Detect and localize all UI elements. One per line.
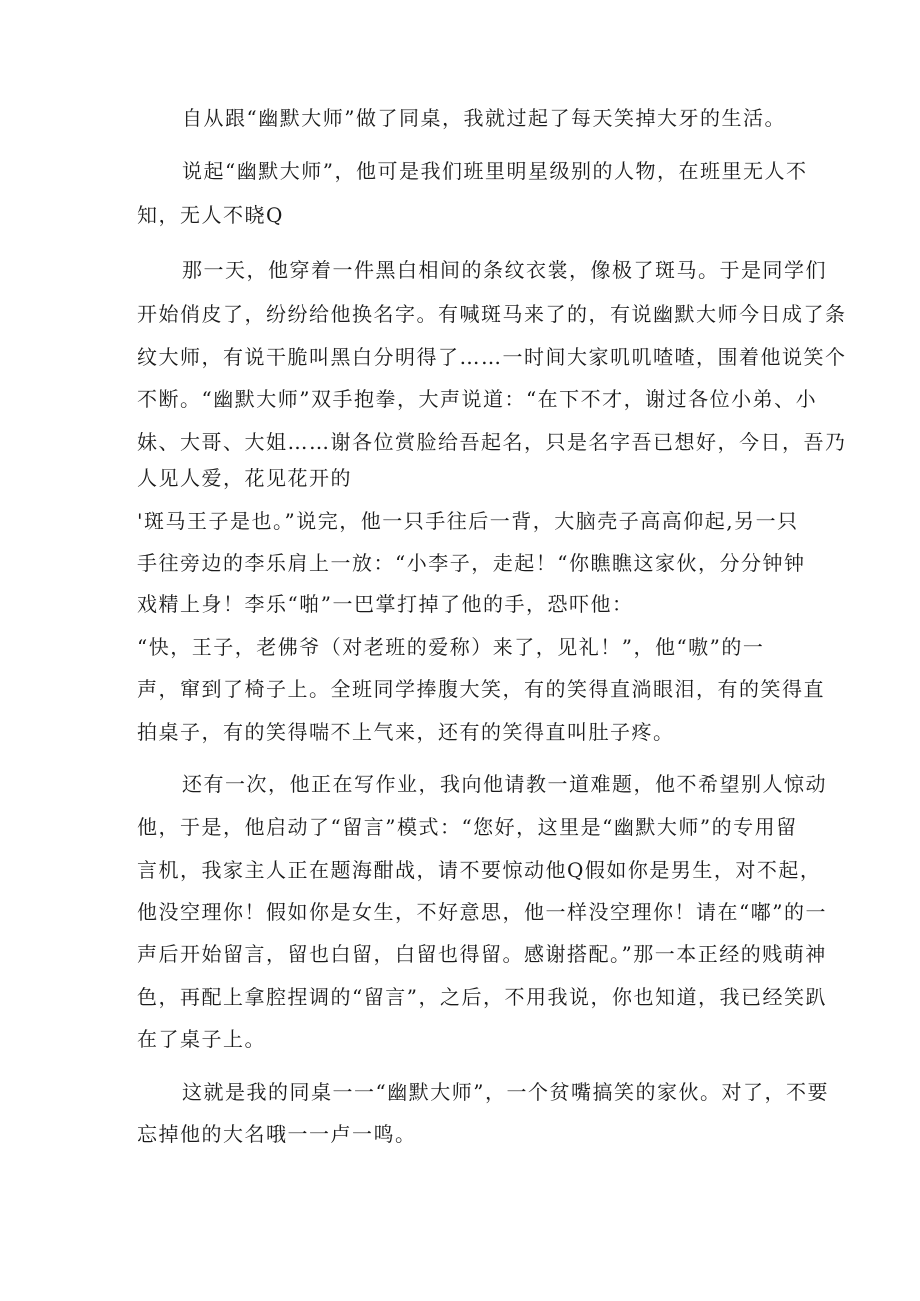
text-line-11: 手往旁边的李乐肩上一放：“小李子，走起！“你瞧瞧这家伙，分分钟钟 bbox=[137, 551, 806, 575]
text-line-22: 在了桌子上。 bbox=[137, 1027, 266, 1051]
text-line-7: 不断。“幽默大师”双手抱拳，大声说道：“在下不才，谢过各位小弟、小 bbox=[137, 387, 818, 411]
text-line-14: 声，窜到了椅子上。全班同学捧腹大笑，有的笑得直淌眼泪，有的笑得直 bbox=[137, 677, 825, 701]
text-line-12: 戏精上身！李乐“啪”一巴掌打掉了他的手，恐吓他： bbox=[137, 592, 634, 616]
text-line-20: 声后开始留言，留也白留，白留也得留。感谢搭配。”那一本正经的贱萌神 bbox=[137, 942, 827, 966]
text-line-2: 说起“幽默大师”，他可是我们班里明星级别的人物，在班里无人不 bbox=[182, 159, 808, 183]
text-line-3: 知，无人不晓Q bbox=[137, 203, 284, 227]
text-line-9: 人见人爱，花见花开的 bbox=[137, 466, 352, 490]
text-line-4: 那一天，他穿着一件黑白相间的条纹衣裳，像极了斑马。于是同学们 bbox=[182, 258, 827, 282]
text-line-10: '斑马王子是也。”说完，他一只手往后一背，大脑壳子高高仰起,另一只 bbox=[137, 509, 799, 533]
text-line-15: 拍桌子，有的笑得喘不上气来，还有的笑得直叫肚子疼。 bbox=[137, 720, 675, 744]
text-line-18: 言机，我家主人正在题海酣战，请不要惊动他Q假如你是男生，对不起， bbox=[137, 858, 822, 882]
text-line-16: 还有一次，他正在写作业，我向他请教一道难题，他不希望别人惊动 bbox=[182, 772, 827, 796]
text-line-17: 他，于是，他启动了“留言”模式：“您好，这里是“幽默大师”的专用留 bbox=[137, 815, 798, 839]
text-line-21: 色，再配上拿腔捏调的“留言”，之后，不用我说，你也知道，我已经笑趴 bbox=[137, 985, 827, 1009]
text-line-5: 开始俏皮了，纷纷给他换名字。有喊斑马来了的，有说幽默大师今日成了条 bbox=[137, 302, 847, 326]
text-line-1: 自从跟“幽默大师”做了同桌，我就过起了每天笑掉大牙的生活。 bbox=[182, 106, 786, 130]
text-line-24: 忘掉他的大名哦一一卢一鸣。 bbox=[137, 1122, 417, 1146]
text-line-8: 妹、大哥、大姐……谢各位赏脸给吾起名，只是名字吾已想好，今日，吾乃 bbox=[137, 430, 847, 454]
text-line-13: “快，王子，老佛爷（对老班的爱称）来了，见礼！”，他“嗷”的一 bbox=[137, 635, 765, 659]
text-line-19: 他没空理你！假如你是女生，不好意思，他一样没空理你！请在“嘟”的一 bbox=[137, 900, 827, 924]
text-line-6: 纹大师，有说干脆叫黑白分明得了……一时间大家叽叽喳喳，围着他说笑个 bbox=[137, 345, 847, 369]
text-line-23: 这就是我的同桌一一“幽默大师”，一个贫嘴搞笑的家伙。对了，不要 bbox=[182, 1080, 829, 1104]
